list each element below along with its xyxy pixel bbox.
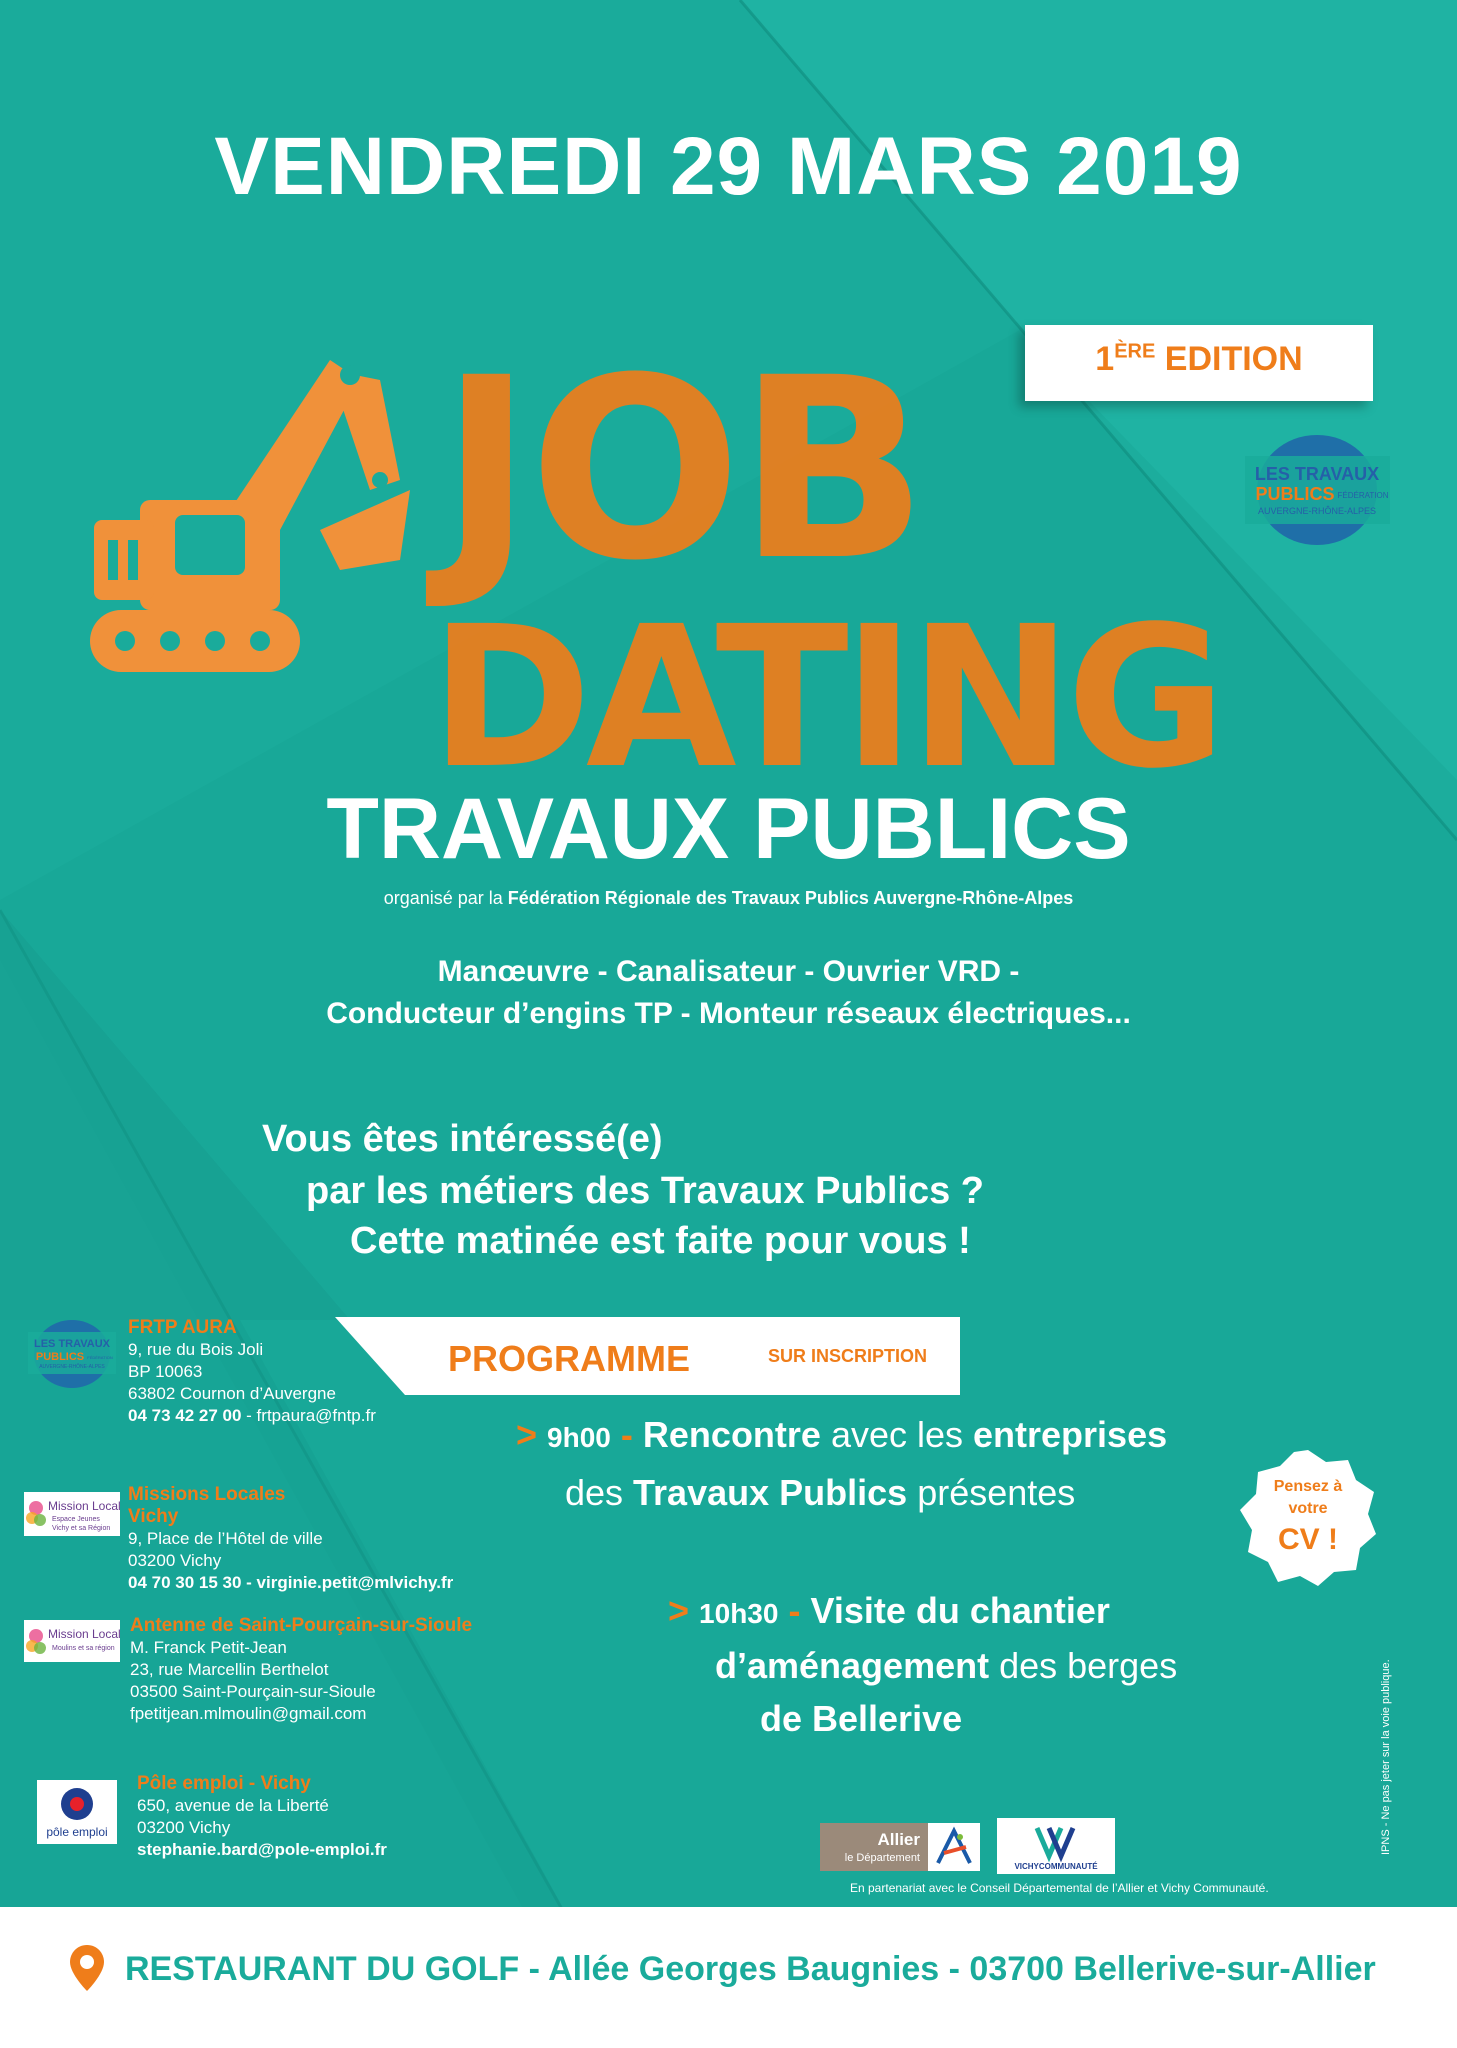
mission-locale-2-name: Mission Locale [48, 1627, 120, 1641]
contact-pole-emploi [137, 1773, 497, 1861]
question-line-2: par les métiers des Travaux Publics ? [306, 1170, 984, 1212]
mission-locale-moulins-logo [24, 1620, 120, 1662]
programme-item-1-line-1: > 9h00 - Rencontre avec les entreprises [516, 1414, 1168, 1455]
pole-emploi-wordmark: pôle emploi [46, 1825, 108, 1839]
contact-pe-line: 03200 Vichy [137, 1818, 231, 1837]
programme-item-2-line-2: d’aménagement des berges [715, 1645, 1178, 1686]
allier-logo-line2: le Département [844, 1852, 920, 1864]
cv-badge-line-2: votre [1288, 1500, 1328, 1517]
jobs-line-1: Manœuvre - Canalisateur - Ouvrier VRD - [437, 955, 1020, 988]
contact-sp-email: fpetitjean.mlmoulin@gmail.com [130, 1704, 367, 1723]
allier-departement-logo [820, 1823, 980, 1871]
programme-item-1-line-2: des Travaux Publics présentes [565, 1472, 1076, 1513]
cv-badge-shape [1238, 1448, 1378, 1588]
contact-mission-locale-vichy [128, 1484, 548, 1594]
mission-locale-1-name: Mission Locale [48, 1499, 120, 1513]
contact-frtp-title: FRTP AURA [128, 1317, 237, 1338]
contact-sp-line: M. Franck Petit-Jean [130, 1638, 287, 1657]
ltp-logo-left-line1: LES TRAVAUX [34, 1338, 110, 1350]
organiser-line: organisé par la Fédération Régionale des Travaux Publics Auvergne-Rhône-Alpes [383, 888, 1074, 908]
ipns-note: IPNS - Ne pas jeter sur la voie publique. [1380, 1659, 1392, 1855]
contact-sp-line: 03500 Saint-Pourçain-sur-Sioule [130, 1682, 376, 1701]
ltp-logo-left [28, 1316, 116, 1392]
ltp-logo-left-line4: AUVERGNE-RHÔNE-ALPES [39, 1364, 105, 1370]
mission-locale-1-sub1: Espace Jeunes [52, 1516, 100, 1523]
ltp-logo-left-line2: PUBLICS [35, 1351, 85, 1363]
cv-badge-line-1: Pensez à [1273, 1478, 1343, 1495]
programme-subtitle: SUR INSCRIPTION [768, 1346, 928, 1366]
event-date: VENDREDI 29 MARS 2019 [214, 121, 1243, 212]
main-title: TRAVAUX PUBLICS [326, 781, 1131, 877]
ltp-logo-line2: PUBLICS [1255, 484, 1335, 504]
ltp-logo-left-line3: FÉDÉRATION [87, 1355, 113, 1360]
programme-item-2-line-1: > 10h30 - Visite du chantier [668, 1590, 1110, 1631]
contact-frtp-phone-email: 04 73 42 27 00 - frtpaura@fntp.fr [128, 1406, 376, 1425]
contact-frtp-line: 63802 Cournon d’Auvergne [128, 1384, 336, 1403]
contact-saint-pourcain [130, 1615, 550, 1725]
programme-title: PROGRAMME [448, 1338, 690, 1379]
contact-ml-title-1: Missions Locales [128, 1484, 286, 1505]
contact-ml-line: 9, Place de l’Hôtel de ville [128, 1529, 323, 1548]
allier-logo-line1: Allier [877, 1830, 920, 1849]
contact-ml-title-2: Vichy [128, 1506, 179, 1527]
contact-sp-title: Antenne de Saint-Pourçain-sur-Sioule [130, 1615, 473, 1636]
jobs-line-2: Conducteur d’engins TP - Monteur réseaux électriques... [326, 997, 1131, 1030]
vichy-communaute-logo [997, 1818, 1115, 1874]
hero-job: JOB [440, 324, 925, 615]
cv-badge-line-3: CV ! [1278, 1523, 1338, 1556]
mission-locale-2-sub1: Moulins et sa région [52, 1645, 115, 1652]
pole-emploi-logo [37, 1780, 117, 1844]
contact-ml-line: 03200 Vichy [128, 1551, 222, 1570]
venue-address: RESTAURANT DU GOLF - Allée Georges Baugnies - 03700 Bellerive-sur-Allier [125, 1950, 1376, 1988]
question-line-3: Cette matinée est faite pour vous ! [350, 1220, 971, 1262]
ltp-logo-line3: FÉDÉRATION [1337, 491, 1389, 500]
ltp-logo-right [1245, 430, 1390, 550]
contact-frtp-line: BP 10063 [128, 1362, 203, 1381]
contact-frtp-line: 9, rue du Bois Joli [128, 1340, 264, 1359]
partner-note: En partenariat avec le Conseil Départemental de l’Allier et Vichy Communauté. [850, 1881, 1269, 1895]
question-line-1: Vous êtes intéressé(e) [262, 1118, 663, 1160]
excavator-icon [80, 340, 420, 680]
contact-ml-phone-email: 04 70 30 15 30 - virginie.petit@mlvichy.fr [128, 1573, 454, 1592]
location-pin-icon [70, 1945, 104, 1991]
contact-pe-email: stephanie.bard@pole-emploi.fr [137, 1840, 387, 1859]
contact-sp-line: 23, rue Marcellin Berthelot [130, 1660, 329, 1679]
hero-dating: DATING [430, 584, 1221, 811]
contact-pe-title: Pôle emploi - Vichy [137, 1773, 311, 1794]
programme-item-2-line-3: de Bellerive [760, 1698, 963, 1739]
contact-frtp [128, 1317, 448, 1427]
ltp-logo-line4: AUVERGNE-RHÔNE-ALPES [1257, 506, 1377, 516]
edition-label: 1ÈRE EDITION [1095, 340, 1303, 378]
ltp-logo-line1: LES TRAVAUX [1254, 464, 1380, 484]
vichy-logo-wordmark: VICHYCOMMUNAUTÉ [1014, 1862, 1098, 1871]
mission-locale-1-sub2: Vichy et sa Région [52, 1525, 111, 1532]
mission-locale-vichy-logo [24, 1492, 120, 1536]
contact-pe-line: 650, avenue de la Liberté [137, 1796, 329, 1815]
